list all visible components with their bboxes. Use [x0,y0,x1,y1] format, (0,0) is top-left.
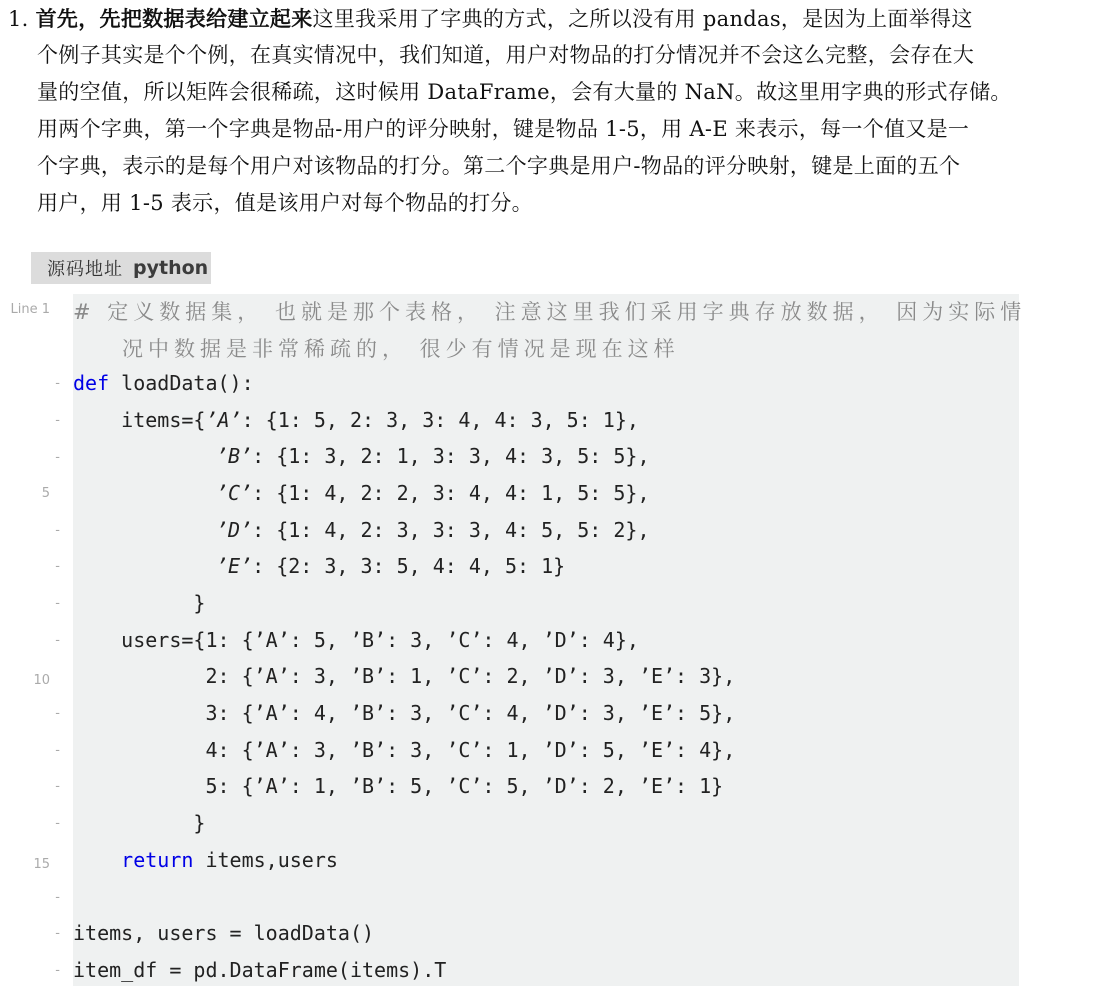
code-line-users-3: 3: {’A’: 4, ’B’: 3, ’C’: 4, ’D’: 3, ’E’: 5}, [73,701,736,725]
code-string: ’C’ [216,481,253,505]
source-tag-language: python [133,257,209,279]
paragraph-line-5: 个字典，表示的是每个用户对该物品的打分。第二个字典是用户-物品的评分映射，键是上面的五个 [37,154,961,178]
code-text: loadData(): [109,371,254,395]
code-line-items-e [216,554,565,578]
code-line-call: items, users = loadData() [73,921,375,945]
keyword-return: return [121,848,194,872]
paragraph-line-4: 用两个字典，第一个字典是物品-用户的评分映射，键是物品 1-5，用 A-E 来表示，每一个值又是一 [37,117,970,141]
code-text [73,848,121,872]
code-text: : {1: 3, 2: 1, 3: 3, 4: 3, 5: 5}, [252,444,650,468]
code-comment-line-1: # 定义数据集， 也就是那个表格， 注意这里我们采用字典存放数据， 因为实际情 [73,300,1027,324]
gutter-line-15: 15 [33,857,50,872]
gutter-marker: - [55,523,60,538]
code-line-items-a [73,408,639,432]
code-line-users-5: 5: {’A’: 1, ’B’: 5, ’C’: 5, ’D’: 2, ’E’: 1} [73,774,724,798]
code-string: ’E’ [216,554,253,578]
code-line-def [73,371,254,395]
gutter-marker: - [55,963,60,978]
code-text: items,users [193,848,338,872]
code-line-dataframe: item_df = pd.DataFrame(items).T [73,958,447,982]
code-line-items-d [216,518,649,542]
code-line-users-1: users={1: {’A’: 5, ’B’: 3, ’C’: 4, ’D’: 4}, [73,628,639,652]
code-string: ’D’ [216,518,253,542]
code-text: : {1: 5, 2: 3, 3: 4, 4: 3, 5: 1}, [241,408,639,432]
gutter-marker: - [55,413,60,428]
gutter-marker: - [55,779,60,794]
gutter-line-10: 10 [33,673,50,688]
paragraph-line-1 [8,0,973,38]
list-number: 1. [8,7,29,31]
gutter-marker: - [55,376,60,391]
gutter-marker: - [55,596,60,611]
code-string: ’B’ [216,444,253,468]
code-line-items-close: } [73,591,206,615]
code-line-users-close: } [73,811,206,835]
code-line-users-4: 4: {’A’: 3, ’B’: 3, ’C’: 1, ’D’: 5, ’E’: 4}, [73,738,736,762]
code-line-items-b [216,444,649,468]
gutter-marker: - [55,926,60,941]
gutter-marker: - [55,890,60,905]
paragraph-line-2: 个例子其实是个个例，在真实情况中，我们知道，用户对物品的打分情况并不会这么完整，会存在大 [37,43,975,67]
code-line-return [73,848,338,872]
gutter-marker: - [55,743,60,758]
keyword-def: def [73,371,110,395]
code-text: : {2: 3, 3: 5, 4: 4, 5: 1} [252,554,566,578]
gutter-marker: - [55,450,60,465]
paragraph-line-3: 量的空值，所以矩阵会很稀疏，这时候用 DataFrame，会有大量的 NaN。故这里用字典的形式存储。 [37,80,1012,104]
code-text: : {1: 4, 2: 2, 3: 4, 4: 1, 5: 5}, [252,481,650,505]
code-comment-line-2: 况中数据是非常稀疏的， 很少有情况是现在这样 [122,337,680,361]
paragraph-text: 这里我采用了字典的方式，之所以没有用 pandas，是因为上面举得这 [312,7,973,31]
gutter-line-1: Line 1 [10,302,50,317]
source-tag-label: 源码地址 [47,259,123,280]
paragraph-line-6: 用户，用 1-5 表示，值是该用户对每个物品的打分。 [37,191,533,215]
code-text: : {1: 4, 2: 3, 3: 3, 4: 5, 5: 2}, [252,518,650,542]
code-line-users-2: 2: {’A’: 3, ’B’: 1, ’C’: 2, ’D’: 3, ’E’: 3}, [73,664,736,688]
source-code-tag [31,252,211,284]
gutter-marker: - [55,633,60,648]
bold-lead: 首先，先把数据表给建立起来 [35,6,313,31]
gutter-marker: - [55,816,60,831]
code-text: items={ [73,408,206,432]
gutter-marker: - [55,706,60,721]
gutter-marker: - [55,559,60,574]
code-string: ’A’ [205,408,242,432]
gutter-line-5: 5 [41,486,50,501]
code-line-items-c [216,481,649,505]
